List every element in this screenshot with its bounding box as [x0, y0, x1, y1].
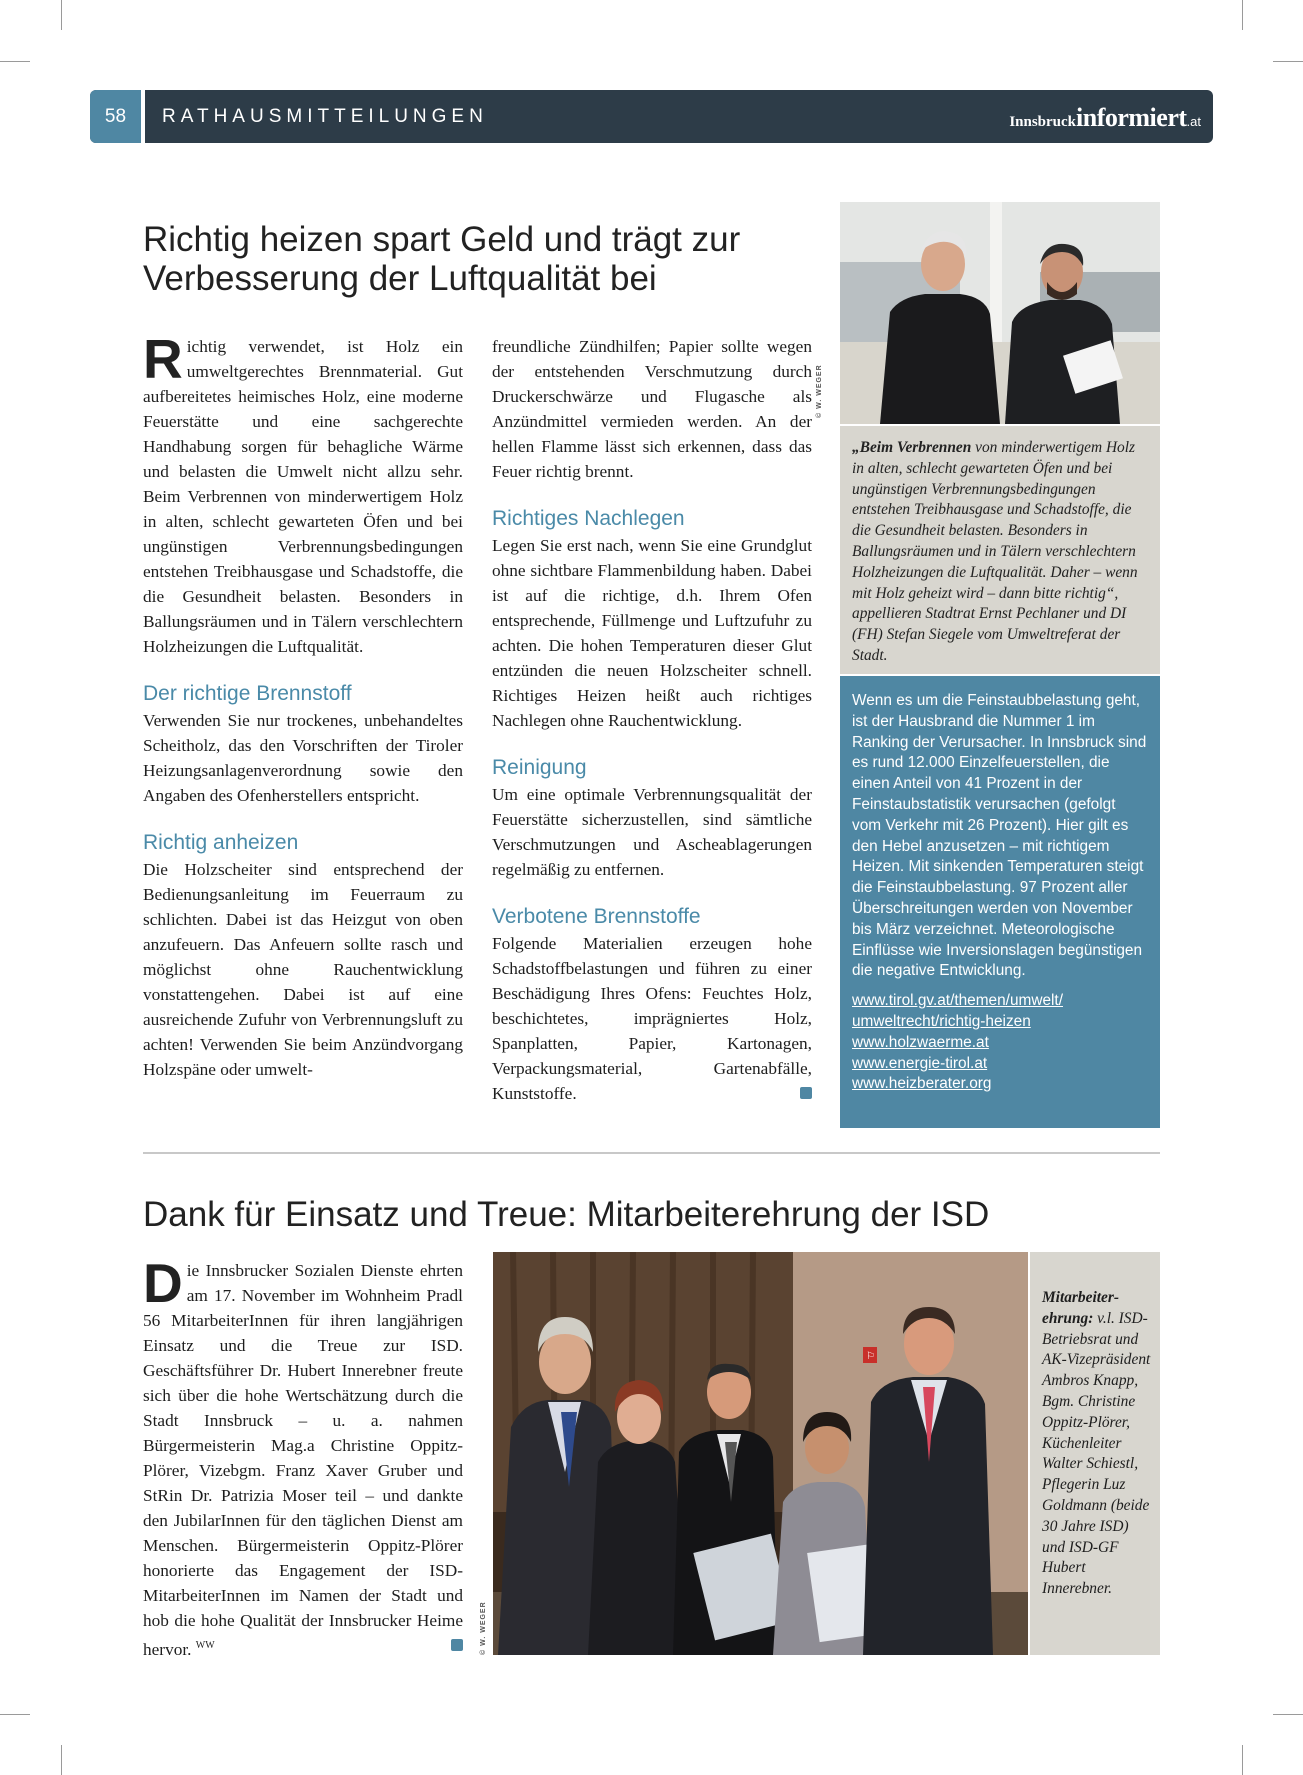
article1-intro [143, 328, 463, 659]
link-energie-tirol[interactable]: www.energie-tirol.at [852, 1054, 988, 1072]
article2-title: Dank für Einsatz und Treue: Mitarbeiterehrung der ISD [143, 1195, 990, 1234]
article2-body: ie Innsbrucker Sozialen Dienste ehrten am 17. November im Wohnheim Pradl 56 MitarbeiterInnen für ihren langjährigen Einsatz und die Treue zur ISD. Geschäftsführer Dr. Hubert Innerebner freute sich über die hohe Wertschätzung durch die Stadt Innsbruck – u. a. nahmen Bürgermeisterin Mag.a Christine Oppitz-Plörer, Vizebgm. Franz Xaver Gruber und StRin Dr. Patrizia Moser teil – und dankte den JubilarInnen für den täglichen Dienst am Menschen. Bürgermeisterin Oppitz-Plörer honorierte das Engagement der ISD-MitarbeiterInnen im Namen der Stadt und hob die hohe Qualität der Innsbrucker Heime hervor. [143, 1261, 463, 1659]
article1-column2 [492, 334, 812, 1106]
caption-bold: Mitarbeiterehrung: [1042, 1289, 1119, 1327]
header-divider [141, 90, 145, 143]
subheading-brennstoff: Der richtige Brennstoff [143, 682, 352, 705]
article-divider [143, 1152, 1160, 1154]
crop-mark [1242, 0, 1243, 30]
photo-illustration [493, 1252, 1028, 1655]
photo-mitarbeiterehrung [493, 1252, 1028, 1655]
caption-text: v.l. ISD-Betriebsrat und AK-Vizepräsident Ambros Knapp, Bgm. Christine Oppitz-Plörer, Küchenleiter Walter Schiestl, Pflegerin Luz Goldmann (beide 30 Jahre ISD) und ISD-GF Hubert Innerebner. [1042, 1309, 1151, 1598]
article1-title-line2: Verbesserung der Luftqualität bei [143, 259, 657, 298]
crop-mark [61, 0, 62, 30]
link-tirol-1[interactable]: www.tirol.gv.at/themen/umwelt/ [852, 992, 1063, 1010]
end-mark [451, 1639, 463, 1651]
brand-main: informiert [1076, 103, 1187, 132]
link-heizberater[interactable]: www.heizberater.org [852, 1075, 992, 1093]
article2-column [143, 1252, 463, 1662]
photo-pechlaner-siegele [840, 202, 1160, 424]
info-text: Wenn es um die Feinstaubbelastung geht, ist der Hausbrand die Nummer 1 im Ranking der Verursacher. In Innsbruck sind es rund 12.000 Einzelfeuerstellen, die einen Anteil von 41 Prozent in der Feinstaubstatistik verursachen (gefolgt vom Verkehr mit 26 Prozent). Hier gilt es den Hebel anzusetzen – mit richtigem Heizen. Mit sinkenden Temperaturen steigt die Feinstaubbelastung. 97 Prozent aller Überschreitungen werden von November bis März verzeichnet. Meteorologische Einflüsse wie Inversionslagen begünstigen die negative Entwicklung. [852, 692, 1147, 980]
crop-mark [1273, 1714, 1303, 1715]
photo-illustration [840, 202, 1160, 424]
crop-mark [1242, 1745, 1243, 1775]
crop-mark [0, 61, 30, 62]
end-mark [800, 1087, 812, 1099]
photo-credit: © W. WEGER [480, 1601, 487, 1655]
quote-box [840, 426, 1160, 674]
article1-column1 [143, 328, 463, 1082]
paragraph-verbotene [492, 931, 812, 1106]
paragraph-anheizen: Die Holzscheiter sind entsprechend der Bedienungsanleitung im Feuerraum zu schlichten. Dabei ist das Heizgut von oben anzufeuern. Das Anfeuern sollte rasch und möglichst ohne Rauchentwicklung vonstattengehen. Dabei ist auf eine ausreichende Zufuhr von Verbrennungsluft zu achten! Verwenden Sie beim Anzündvorgang Holzspäne oder umwelt- [143, 860, 463, 1079]
brand-suffix: .at [1186, 114, 1201, 129]
section-title: RATHAUSMITTEILUNGEN [162, 106, 488, 127]
intro-text: ichtig verwendet, ist Holz ein umweltgerechtes Brennmaterial. Gut aufbereitetes heimisches Holz, eine moderne Feuerstätte und eine sachgerechte Handhabung sorgen für behagliche Wärme und belasten die Umwelt nicht allzu sehr. Beim Verbrennen von minderwertigem Holz in alten, schlecht gewarteten Öfen und bei ungünstigen Verbrennungsbedingungen entstehen Treibhausgase und Schadstoffe, die die Gesundheit belasten. Besonders in Ballungsräumen und in Tälern verschlechtern Holzheizungen die Luftqualität. [143, 337, 463, 656]
link-list [852, 991, 1148, 1095]
paragraph-continued: freundliche Zündhilfen; Papier sollte wegen der entstehenden Verschmutzung durch Druckerschwärze und Flugasche als Anzündmittel vermieden werden. An der hellen Flamme lässt sich erkennen, dass das Feuer richtig brennt. [492, 337, 812, 481]
exit-sign: ⚐ [866, 1351, 875, 1362]
page-number: 58 [90, 90, 141, 143]
info-box [840, 676, 1160, 1128]
photo-credit: © W. WEGER [816, 364, 823, 418]
subheading-reinigung: Reinigung [492, 756, 587, 779]
link-tirol-2[interactable]: umweltrecht/richtig-heizen [852, 1012, 1031, 1030]
page-header [90, 90, 1213, 143]
dropcap: R [143, 328, 183, 390]
paragraph-reinigung: Um eine optimale Verbrennungsqualität der Feuerstätte sicherzustellen, sind sämtliche Verschmutzungen und Ascheablagerungen regelmäßig zu entfernen. [492, 785, 812, 879]
quote-bold: „Beim Verbrennen [852, 439, 972, 456]
paragraph-nachlegen: Legen Sie erst nach, wenn Sie eine Grundglut ohne sichtbare Flammenbildung haben. Dabei ist auf die richtige, d.h. Ihrem Ofen entsprechende, Füllmenge und Luftzufuhr zu achten. Die hohen Temperaturen dieser Glut entzünden die neuen Holzscheiter schnell. Richtiges Heizen heißt auch richtiges Nachlegen ohne Rauchentwicklung. [492, 536, 812, 730]
brand-small: Innsbruck [1009, 114, 1077, 130]
crop-mark [1273, 61, 1303, 62]
paragraph-brennstoff: Verwenden Sie nur trockenes, unbehandeltes Scheitholz, das den Vorschriften der Tiroler Heizungsanlagenverordnung sowie den Angaben des Ofenherstellers entspricht. [143, 711, 463, 805]
quote-text: von minderwertigem Holz in alten, schlecht gewarteten Öfen und bei ungünstigen Verbrennungsbedingungen entstehen Treibhausgase und Schadstoffe, die die Gesundheit belasten. Besonders in Ballungsräumen und in Tälern verschlechtern Holzheizungen die Luftqualität. Daher – wenn mit Holz geheizt wird – dann bitte richtig“, appellieren Stadtrat Ernst Pechlaner und DI (FH) Stefan Siegele vom Umweltreferat der Stadt. [852, 439, 1138, 664]
author-initials: WW [195, 1640, 215, 1651]
brand-logo [1009, 103, 1201, 133]
article1-title-line1: Richtig heizen spart Geld und trägt zur [143, 220, 741, 259]
subheading-nachlegen: Richtiges Nachlegen [492, 507, 685, 530]
verbotene-text: Folgende Materialien erzeugen hohe Schadstoffbelastungen und führen zu einer Beschädigung Ihres Ofens: Feuchtes Holz, beschichtetes, imprägniertes Holz, Spanplatten, Papier, Kartonagen, Verpackungsmaterial, Gartenabfälle, Kunststoffe. [492, 934, 812, 1103]
dropcap: D [143, 1252, 183, 1314]
photo-caption [1030, 1252, 1160, 1655]
link-holzwaerme[interactable]: www.holzwaerme.at [852, 1033, 989, 1051]
article1-title [143, 220, 823, 298]
subheading-verbotene: Verbotene Brennstoffe [492, 905, 701, 928]
subheading-anheizen: Richtig anheizen [143, 831, 299, 854]
article2-text [143, 1252, 463, 1662]
crop-mark [0, 1714, 30, 1715]
crop-mark [61, 1745, 62, 1775]
